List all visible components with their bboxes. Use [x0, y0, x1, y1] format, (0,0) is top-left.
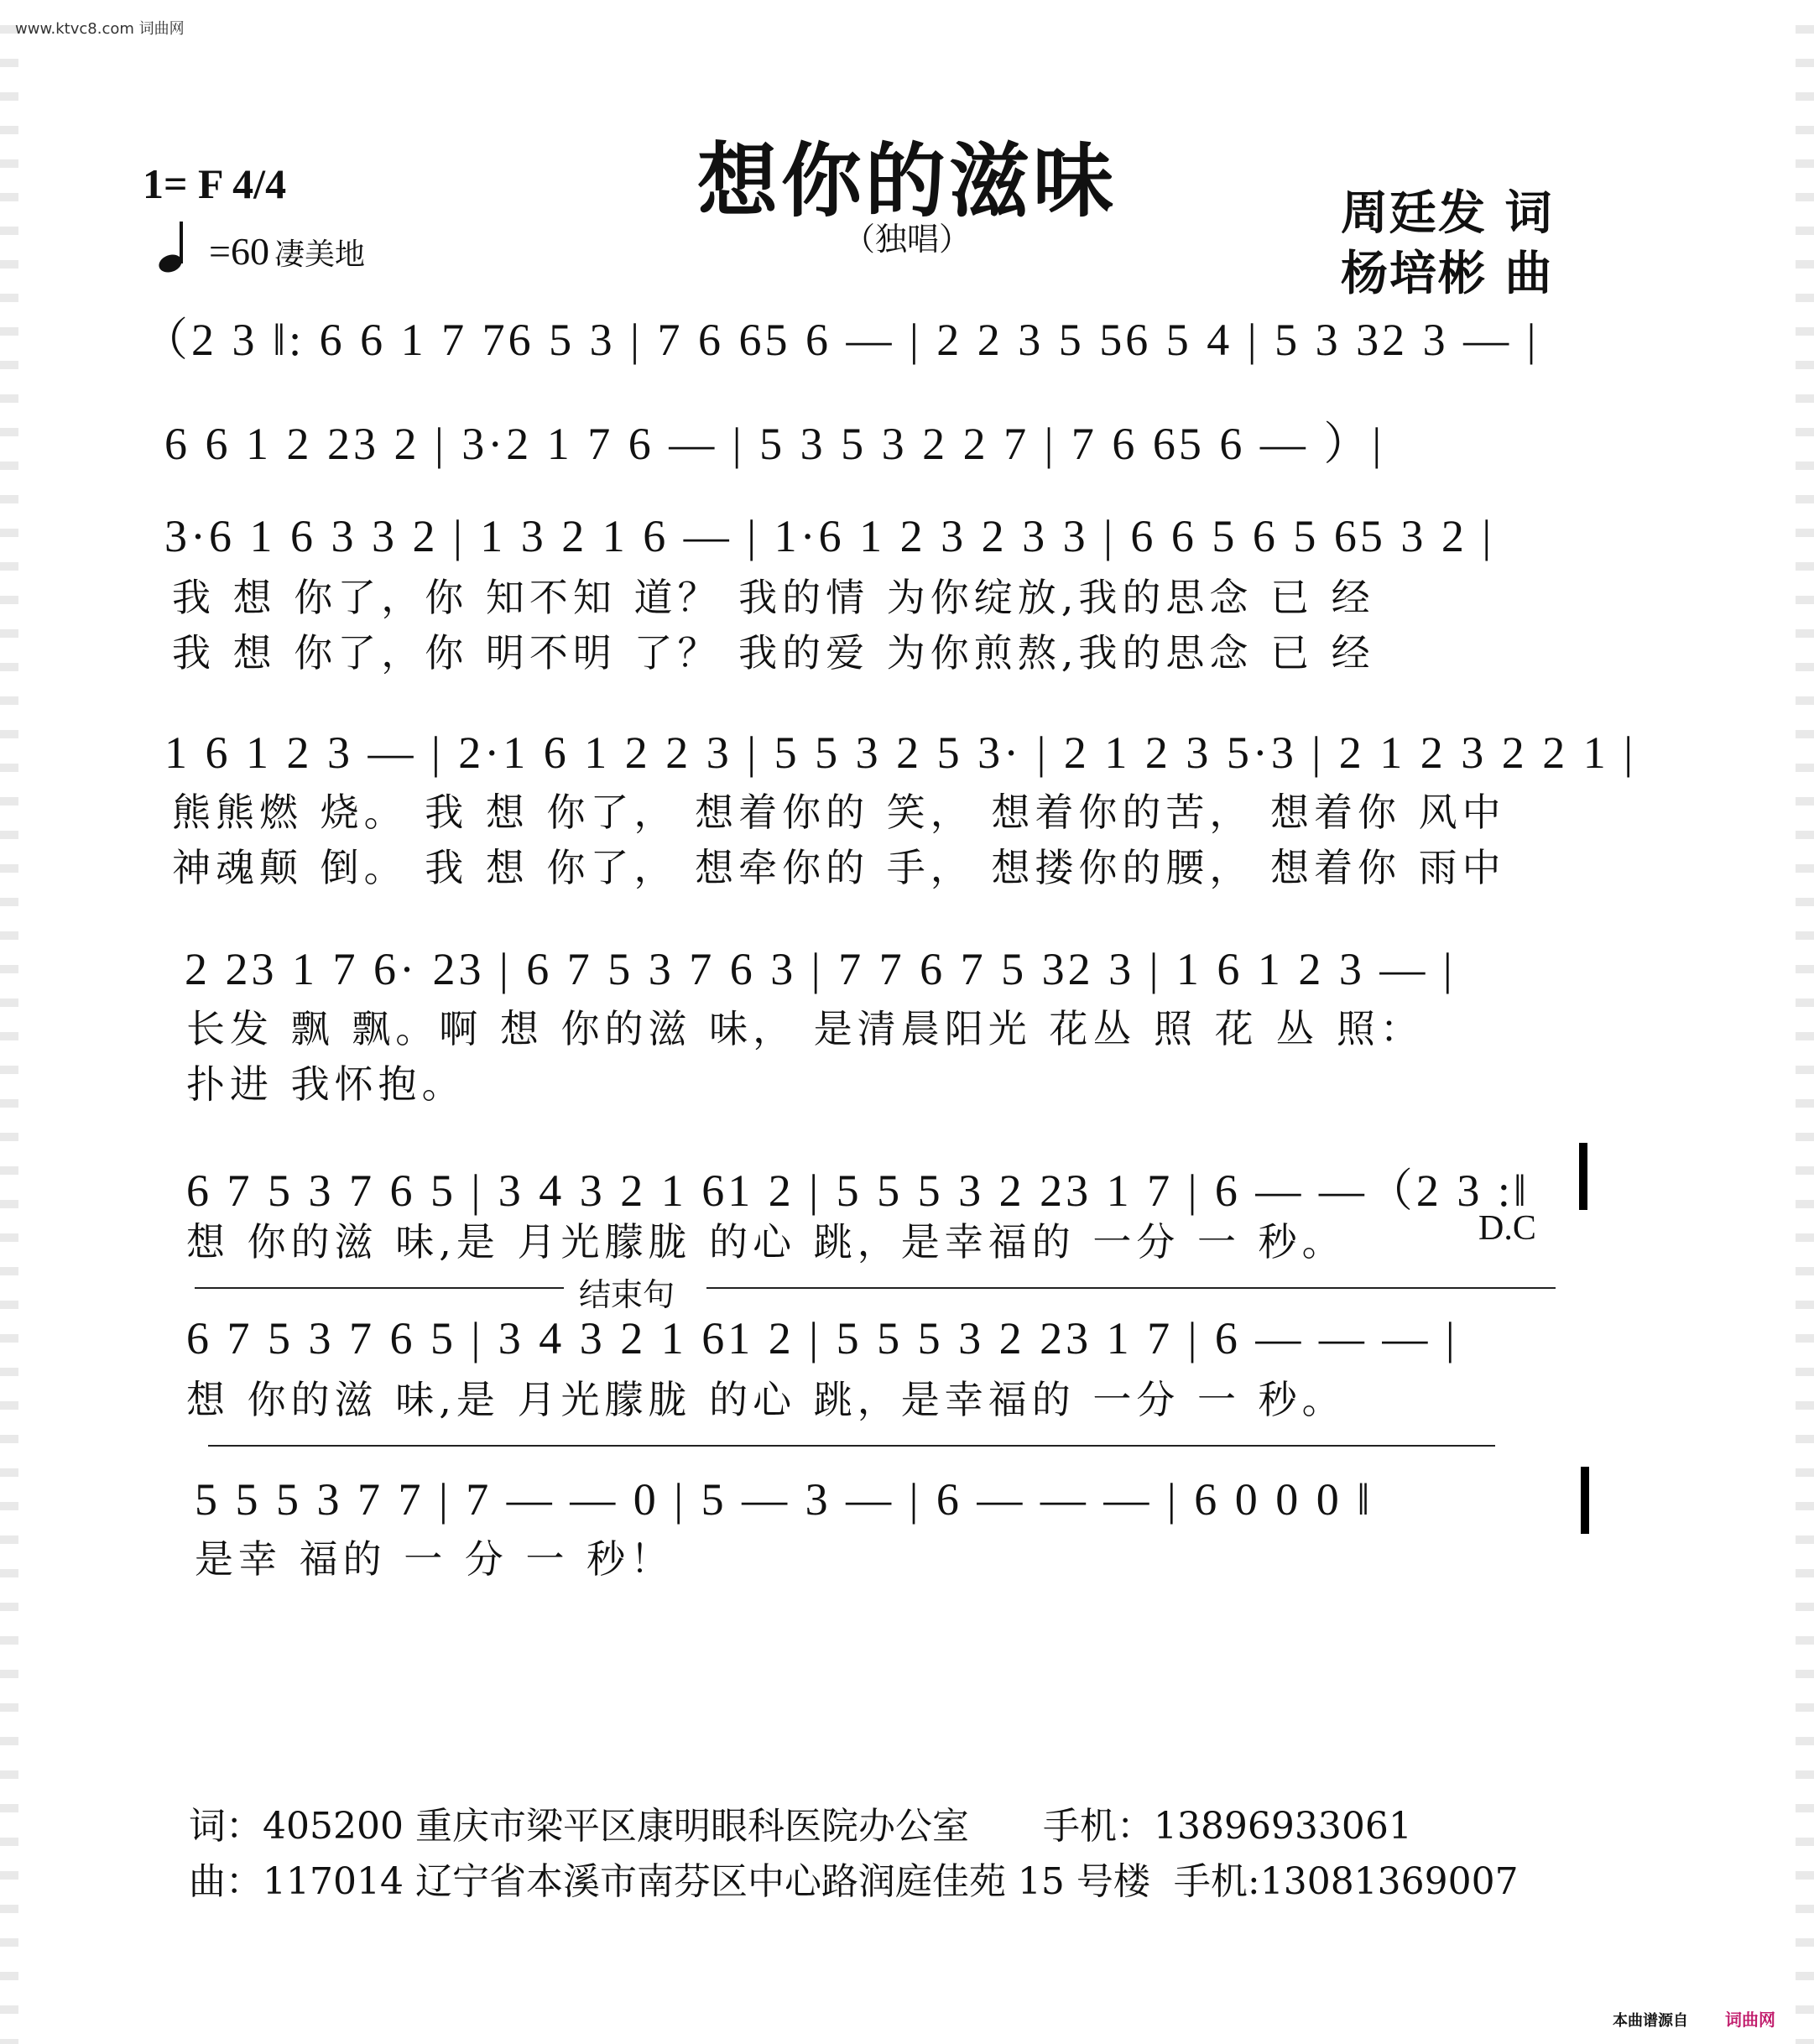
- tempo-marking: [155, 220, 365, 274]
- final-barline: [1581, 1467, 1589, 1534]
- footer-brand-link[interactable]: 词曲网: [1725, 2010, 1775, 2030]
- ending-rule-right: [706, 1287, 1556, 1289]
- ending-label: 结束句: [579, 1276, 675, 1313]
- song-subtitle: （独唱）: [842, 221, 971, 258]
- score-verse-line-3: 2 23 1 7 6· 23 | 6 7 5 3 7 6 3 | 7 7 6 7 5 32 3 | 1 6 1 2 3 — |: [185, 944, 1456, 994]
- key-signature: 1= F 4/4: [143, 160, 287, 207]
- composer-contact: 曲：117014 辽宁省本溪市南芬区中心路润庭佳苑 15 号楼 手机:13081369007: [189, 1860, 1519, 1903]
- score-intro-line-2: 6 6 1 2 23 2 | 3·2 1 7 6 — | 5 3 5 3 2 2 7 | 7 6 65 6 — ）|: [164, 419, 1385, 469]
- score-final-line: 5 5 5 3 7 7 | 7 — — 0 | 5 — 3 — | 6 — — — | 6 0 0 0 ‖: [195, 1474, 1374, 1525]
- lyric-verse-1a: 我 想 你了，你 知不知 道？ 我的情 为你绽放,我的思念 已 经: [172, 575, 1375, 620]
- lyric-chorus: 想 你的滋 味,是 月光朦胧 的心 跳，是幸福的 一分 一 秒。: [186, 1219, 1346, 1264]
- ending-rule-left: [195, 1287, 564, 1289]
- lyric-verse-3a: 长发 飘 飘。啊 想 你的滋 味， 是清晨阳光 花丛 照 花 丛 照：: [186, 1006, 1424, 1051]
- footer-source-label: 本曲谱源自: [1613, 2012, 1688, 2030]
- right-margin-strip: [1796, 0, 1814, 2044]
- quarter-note-icon: [155, 220, 206, 274]
- da-capo-mark: D.C: [1478, 1209, 1536, 1248]
- lyric-verse-2a: 熊熊燃 烧。 我 想 你了， 想着你的 笑， 想着你的苦， 想着你 风中: [172, 790, 1506, 835]
- tempo-value: =60: [209, 230, 269, 273]
- lyric-ending: 想 你的滋 味,是 月光朦胧 的心 跳，是幸福的 一分 一 秒。: [186, 1377, 1346, 1422]
- lyric-verse-2b: 神魂颠 倒。 我 想 你了， 想牵你的 手， 想搂你的腰， 想着你 雨中: [172, 845, 1506, 890]
- site-watermark[interactable]: www.ktvc8.com 词曲网: [15, 20, 185, 38]
- composer-credit: 杨培彬 曲: [1341, 246, 1554, 301]
- score-intro-line-1: （2 3 ‖: 6 6 1 7 76 5 3 | 7 6 65 6 — | 2 2 3 5 56 5 4 | 5 3 32 3 — |: [143, 315, 1540, 365]
- score-verse-line-2: 1 6 1 2 3 — | 2·1 6 1 2 2 3 | 5 5 3 2 5 3· | 2 1 2 3 5·3 | 2 1 2 3 2 2 1 |: [164, 727, 1636, 778]
- lyricist-credit: 周廷发 词: [1341, 185, 1554, 241]
- tempo-expression: 凄美地: [274, 237, 365, 271]
- song-title: 想你的滋味: [697, 133, 1117, 228]
- score-ending-line: 6 7 5 3 7 6 5 | 3 4 3 2 1 61 2 | 5 5 5 3 2 23 1 7 | 6 — — — |: [186, 1313, 1458, 1364]
- lyricist-contact: 词：405200 重庆市梁平区康明眼科医院办公室 手机：13896933061: [189, 1805, 1412, 1848]
- score-verse-line-1: 3·6 1 6 3 3 2 | 1 3 2 1 6 — | 1·6 1 2 3 2 3 3 | 6 6 5 6 5 65 3 2 |: [164, 511, 1495, 561]
- final-phrase-slur: [208, 1445, 1495, 1447]
- lyric-verse-1b: 我 想 你了，你 明不明 了？ 我的爱 为你煎熬,我的思念 已 经: [172, 630, 1375, 675]
- score-chorus-line: 6 7 5 3 7 6 5 | 3 4 3 2 1 61 2 | 5 5 5 3 2 23 1 7 | 6 — —（2 3 :‖: [186, 1165, 1530, 1216]
- lyric-final: 是幸 福的 一 分 一 秒！: [195, 1536, 675, 1582]
- repeat-end-barline: [1579, 1143, 1587, 1210]
- left-margin-strip: [0, 0, 18, 2044]
- lyric-verse-3b: 扑进 我怀抱。: [186, 1061, 466, 1107]
